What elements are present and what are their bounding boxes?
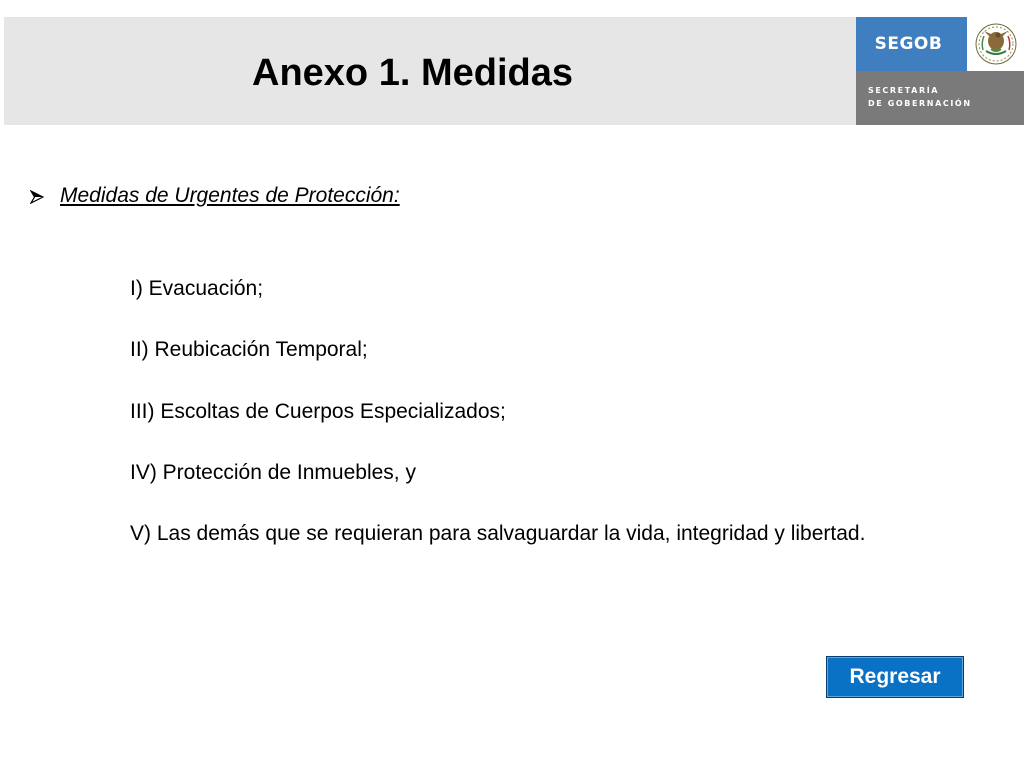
arrow-bullet-icon <box>30 183 52 204</box>
section-heading <box>30 183 400 209</box>
logo-caption-line-2: DE GOBERNACIÓN <box>868 99 972 108</box>
segob-logo <box>856 17 1024 125</box>
logo-caption-line-1: SECRETARÍA <box>868 86 940 95</box>
back-button[interactable]: Regresar <box>826 656 964 698</box>
measure-item-escorts: III) Escoltas de Cuerpos Especializados; <box>130 400 506 423</box>
measure-item-property-protection: IV) Protección de Inmuebles, y <box>130 461 416 484</box>
page-title: Anexo 1. Medidas <box>252 52 573 94</box>
section-heading-text: Medidas de Urgentes de Protección: <box>60 184 400 207</box>
logo-acronym: SEGOB <box>874 33 943 54</box>
logo-caption <box>868 84 972 110</box>
national-seal-icon <box>969 17 1024 71</box>
measure-item-evacuation: I) Evacuación; <box>130 277 264 300</box>
logo-acronym-box <box>856 17 967 71</box>
measure-item-other-measures: V) Las demás que se requieran para salvaguardar la vida, integridad y libertad. <box>130 522 866 545</box>
measure-item-relocation: II) Reubicación Temporal; <box>130 338 368 361</box>
logo-top-band <box>856 17 1024 71</box>
